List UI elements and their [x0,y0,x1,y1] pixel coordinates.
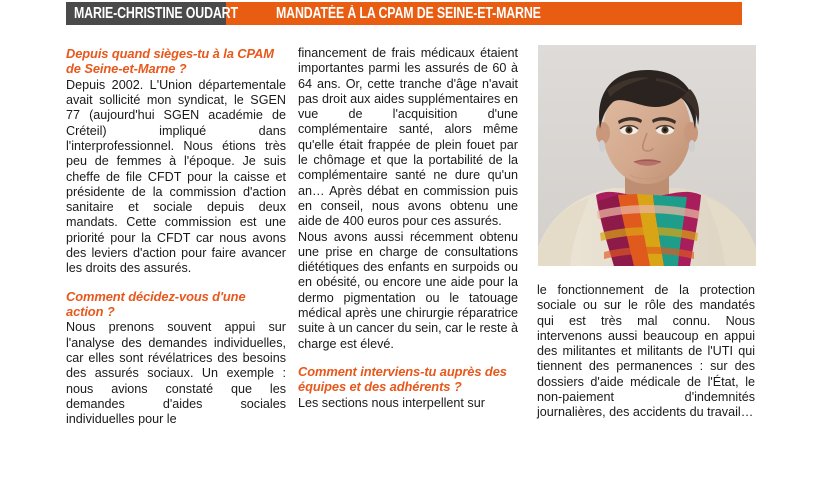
header-person-name: MARIE-CHRISTINE OUDART [74,4,238,22]
article-column-3 [537,283,755,421]
question-heading-2: Comment décidez-vous d'une action ? [66,288,246,320]
question-heading-1: Depuis quand sièges-tu à la CPAM de Seine-et-Marne ? [66,46,274,77]
answer-paragraph-3: Les sections nous interpellent sur [298,395,485,410]
answer-paragraph-1: Depuis 2002. L'Union départementale avait sollicité mon syndicat, le SGEN 77 (aujourd'hui SGEN académie de Créteil) impliqué dans l'interprofessionnel. Nous étions très peu de femmes à l'époque. Je suis cheffe de file CFDT pour la caisse et présidente de la commission d'action sanitaire et sociale depuis deux mandats. Cette commission est une priorité pour la CFDT car nous avons des leviers d'action pour faire avancer les droits des assurés. [66,77,286,276]
portrait-illustration [538,45,756,266]
portrait-photo [538,45,756,266]
earring-right [689,140,695,152]
header-role-block [266,2,742,25]
header-role-text: MANDATÉE À LA CPAM DE SEINE-ET-MARNE [276,4,541,22]
article-column-1 [66,46,286,428]
answer-paragraph-3-continued: le fonctionnement de la protection sociale ou sur le rôle des mandatés qui est très mal connu. Nous intervenons aussi beaucoup en appui des militantes et militants de l'UTI qui tiennent des permanences : sur des dossiers d'aide médicale de l'État, le non-paiement d'indemnités journalières, des accidents du travail… [537,283,755,420]
scarf [596,192,701,266]
answer-paragraph-2-continued: financement de frais médicaux étaient importantes parmi les assurés de 60 à 64 ans. Or, cette tranche d'âge n'avait pas droit aux aides supplémentaires en vue de l'acquisition d'une complémentaire santé, alors même qu'elle était frappée de plein fouet par le chômage et que la portabilité de la complémentaire santé ne dure qu'un an… Après débat en commission puis en conseil, nous avons obtenu une aide de 400 euros pour ces assurés. [298,46,518,229]
article-column-2 [298,46,518,411]
header-person-name-block [66,2,238,25]
answer-paragraph-2: Nous prenons souvent appui sur l'analyse des demandes individuelles, car elles sont révélatrices des besoins des assurés sociaux. Un exemple : nous avions constaté que les demandes d'aides sociales individuelles pour le [66,320,286,427]
article-header-bar [66,2,742,25]
answer-paragraph-2-second: Nous avons aussi récemment obtenu une prise en charge de consultations diététiques des enfants en surpoids ou en obésité, ou encore une aide pour la dermo pigmentation ou le tatouage médical après une chirurgie réparatrice suite à un cancer du sein, car le reste à charge est élevé. [298,229,518,351]
question-heading-3: Comment interviens-tu auprès des équipes et des adhérents ? [298,363,507,395]
earring-left [599,140,605,152]
